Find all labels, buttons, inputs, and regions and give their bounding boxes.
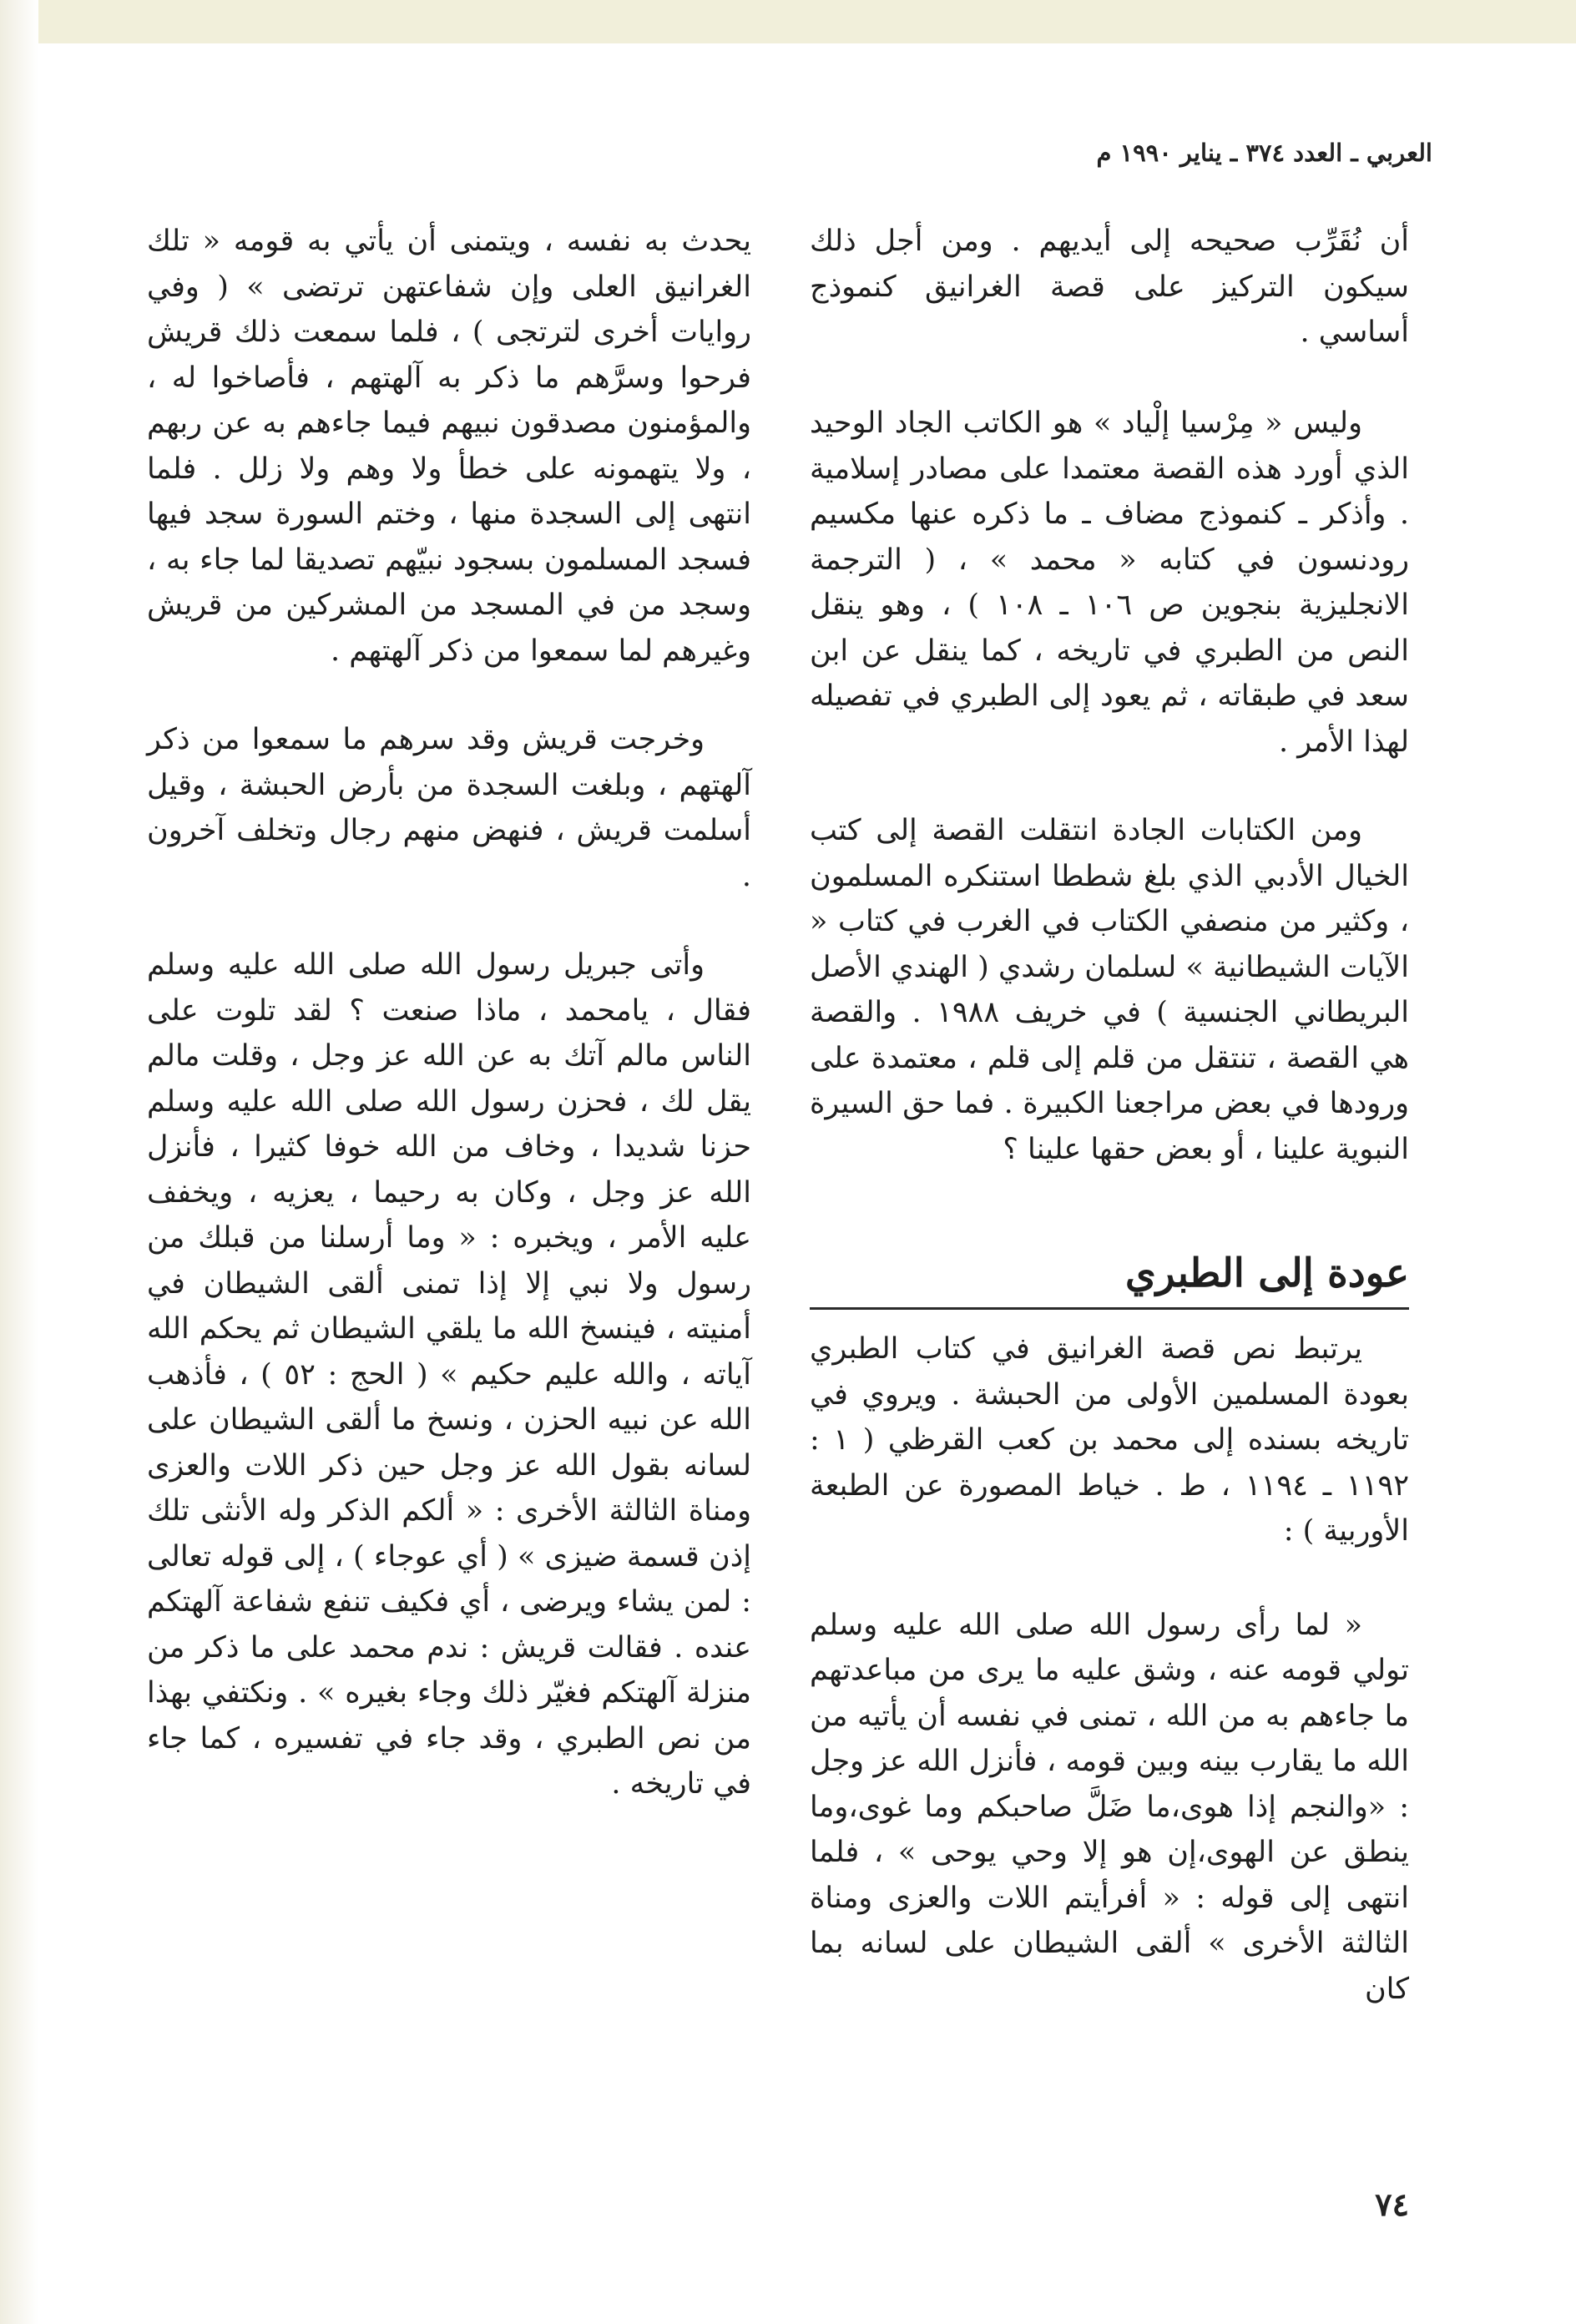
paragraph: يحدث به نفسه ، ويتمنى أن يأتي به قومه « تلك الغرانيق العلى وإن شفاعتهن ترتضى » ( وفي روايات أخرى لترتجى ) ، فلما سمعت ذلك قريش فرحوا وسرَّهم ما ذكر به آلهتهم ، فأصاخوا له ، والمؤمنون مصدقون نبيهم فيما جاءهم به عن ربهم ، ولا يتهمونه على خطأ ولا وهم ولا زلل . فلما انتهى إلى السجدة منها ، وختم السورة سجد فيها فسجد المسلمون بسجود نبيّهم تصديقا لما جاء به ، وسجد من في المسجد من المشركين من قريش وغيرهم لما سمعوا من ذكر آلهتهم . [147, 225, 751, 668]
left-column [147, 219, 751, 1807]
paragraph: يرتبط نص قصة الغرانيق في كتاب الطبري بعودة المسلمين الأولى من الحبشة . ويروي في تاريخه بسنده إلى محمد بن كعب القرظي ( ١ : ١١٩٢ ـ ١١٩٤ ، ط . خياط المصورة عن الطبعة الأوربية ) : [810, 1332, 1410, 1548]
paragraph: وخرجت قريش وقد سرهم ما سمعوا من ذكر آلهتهم ، وبلغت السجدة من بأرض الحبشة ، وقيل أسلمت قريش ، فنهض منهم رجال وتخلف آخرون . [147, 723, 751, 893]
page-top-band [0, 0, 1576, 43]
section-heading: عودة إلى الطبري [1125, 1250, 1409, 1296]
right-column [810, 219, 1409, 2012]
page-number: ٧٤ [1375, 2185, 1409, 2223]
running-head: العربي ـ العدد ٣٧٤ ـ يناير ١٩٩٠ م [1096, 139, 1432, 167]
heading-rule [810, 1307, 1409, 1310]
paragraph: وأتى جبريل رسول الله صلى الله عليه وسلم فقال ، يامحمد ، ماذا صنعت ؟ لقد تلوت على الناس مالم آتك به عن الله عز وجل ، وقلت مالم يقل لك ، فحزن رسول الله صلى الله عليه وسلم حزنا شديدا ، وخاف من الله خوفا كثيرا ، فأنزل الله عز وجل ، وكان به رحيما ، يعزيه ، ويخفف عليه الأمر ، ويخبره : « وما أرسلنا من قبلك من رسول ولا نبي إلا إذا تمنى ألقى الشيطان في أمنيته ، فينسخ الله ما يلقي الشيطان ثم يحكم الله آياته ، والله عليم حكيم » ( الحج : ٥٢ ) ، فأذهب الله عن نبيه الحزن ، ونسخ ما ألقى الشيطان على لسانه بقول الله عز وجل حين ذكر اللات والعزى ومناة الثالثة الأخرى : « ألكم الذكر وله الأنثى تلك إذن قسمة ضيزى » ( أي عوجاء ) ، إلى قوله تعالى : لمن يشاء ويرضى ، أي فكيف تنفع شفاعة آلهتكم عنده . فقالت قريش : ندم محمد على ما ذكر من منزلة آلهتكم فغيّر ذلك وجاء بغيره » . ونكتفي بهذا من نص الطبري ، وقد جاء في تفسيره ، كما جاء في تاريخه . [147, 948, 751, 1801]
paragraph: ومن الكتابات الجادة انتقلت القصة إلى كتب الخيال الأدبي الذي بلغ شططا استنكره المسلمون ، وكثير من منصفي الكتاب في الغرب في كتاب « الآيات الشيطانية » لسلمان رشدي ( الهندي الأصل البريطاني الجنسية ) في خريف ١٩٨٨ . والقصة هي القصة ، تنتقل من قلم إلى قلم ، معتمدة على ورودها في بعض مراجعنا الكبيرة . فما حق السيرة النبوية علينا ، أو بعض حقها علينا ؟ [810, 814, 1409, 1166]
paragraph: وليس « مِرْسيا إلْياد » هو الكاتب الجاد الوحيد الذي أورد هذه القصة معتمدا على مصادر إسلامية . وأذكر ـ كنموذج مضاف ـ ما ذكره عنها مكسيم رودنسون في كتابه « محمد » ، ( الترجمة الانجليزية بنجوين ص ١٠٦ ـ ١٠٨ ) ، وهو ينقل النص من الطبري في تاريخه ، كما ينقل عن ابن سعد في طبقاته ، ثم يعود إلى الطبري في تفصيله لهذا الأمر . [810, 407, 1409, 759]
quote-paragraph: « لما رأى رسول الله صلى الله عليه وسلم تولي قومه عنه ، وشق عليه ما يرى من مباعدتهم ما جاءهم به من الله ، تمنى في نفسه أن يأتيه من الله ما يقارب بينه وبين قومه ، فأنزل الله عز وجل : «والنجم إذا هوى،ما ضَلَّ صاحبكم وما غوى،وما ينطق عن الهوى،إن هو إلا وحي يوحى » ، فلما انتهى إلى قوله : « أفرأيتم اللات والعزى ومناة الثالثة الأخرى » ألقى الشيطان على لسانه بما كان [810, 1608, 1409, 2006]
page-edge-shadow [0, 0, 38, 2324]
paragraph: أن نُقَرِّب صحيحه إلى أيديهم . ومن أجل ذلك سيكون التركيز على قصة الغرانيق كنموذج أساسي . [810, 225, 1409, 349]
